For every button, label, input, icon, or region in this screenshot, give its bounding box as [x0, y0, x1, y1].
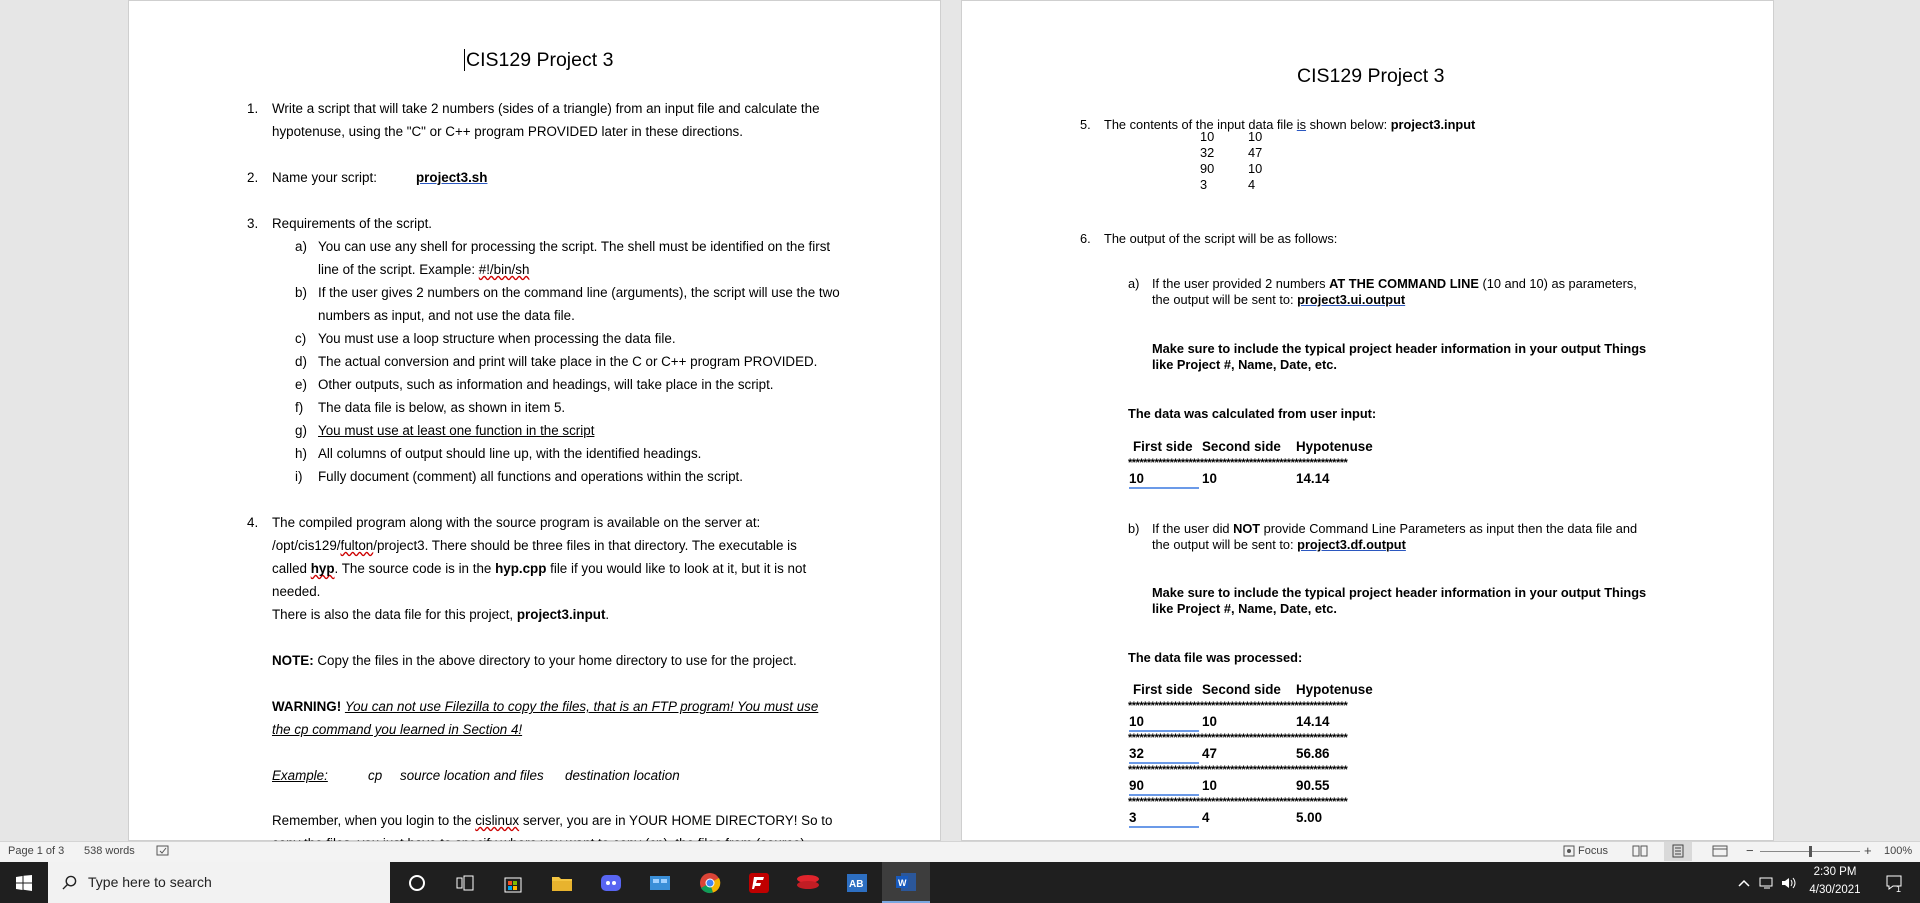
windows-taskbar: [0, 862, 1920, 903]
sub-key: a): [1128, 276, 1140, 291]
list-number: 4.: [247, 515, 259, 530]
list-item-text: /opt/cis129/fulton/project3. There should be three files in that directory. The executable is: [272, 538, 797, 553]
table-cell: 90: [1129, 778, 1199, 796]
warning-paragraph: WARNING! You can not use Filezilla to copy the files, that is an FTP program! You must use: [272, 699, 819, 714]
example-dst: destination location: [565, 768, 680, 783]
list-item-text: hypotenuse, using the "C" or C++ program PROVIDED later in these directions.: [272, 124, 743, 139]
list-item-text: The compiled program along with the source program is available on the server at:: [272, 515, 761, 530]
column-header: Hypotenuse: [1296, 439, 1373, 454]
table-cell: 10: [1129, 471, 1199, 489]
table-cell: 90.55: [1296, 778, 1330, 793]
sub-key: b): [295, 285, 307, 300]
list-item-text: Name your script:: [272, 170, 377, 185]
input-cell: 90: [1200, 161, 1215, 176]
list-number: 2.: [247, 170, 259, 185]
table-cell: 47: [1202, 746, 1217, 761]
section-label: The data was calculated from user input:: [1128, 406, 1377, 421]
clock-time[interactable]: 2:30 PM: [1813, 866, 1857, 878]
example-cmd: cp: [368, 768, 383, 783]
input-cell: 10: [1248, 161, 1263, 176]
read-mode-icon[interactable]: [1632, 844, 1648, 861]
list-item-text: There is also the data file for this project, project3.input.: [272, 607, 610, 622]
list-number: 3.: [247, 216, 259, 231]
warning-paragraph: the cp command you learned in Section 4!: [272, 722, 523, 737]
script-filename: project3.sh: [416, 170, 488, 185]
list-item-text: needed.: [272, 584, 321, 599]
sub-item-text: the output will be sent to: project3.df.output: [1152, 537, 1406, 552]
zoom-level[interactable]: 100%: [1884, 845, 1913, 857]
list-number: 1.: [247, 101, 259, 116]
chrome-icon[interactable]: [686, 862, 734, 903]
sub-key: e): [295, 377, 307, 392]
notification-count: 1: [1896, 884, 1902, 894]
input-cell: 3: [1200, 177, 1208, 192]
volume-icon[interactable]: [1778, 862, 1800, 903]
web-layout-icon[interactable]: [1712, 844, 1728, 861]
column-header: Second side: [1202, 682, 1281, 697]
word-icon[interactable]: [882, 862, 930, 903]
sub-key: c): [295, 331, 307, 346]
example-label: Example:: [272, 768, 328, 783]
task-view-icon[interactable]: [441, 862, 489, 903]
list-item-text: The contents of the input data file is shown below: project3.input: [1104, 117, 1476, 132]
status-bar: [0, 841, 1920, 862]
sub-item-text: If the user gives 2 numbers on the command line (arguments), the script will use the two: [318, 285, 840, 300]
column-header: Hypotenuse: [1296, 682, 1373, 697]
table-cell: 14.14: [1296, 471, 1330, 486]
sub-key: i): [295, 469, 303, 484]
sub-item-text: numbers as input, and not use the data file.: [318, 308, 575, 323]
search-icon: [62, 875, 77, 890]
discord-icon[interactable]: [587, 862, 635, 903]
page-title: CIS129 Project 3: [1297, 65, 1445, 87]
zoom-slider-thumb[interactable]: [1809, 846, 1812, 857]
table-cell: 3: [1129, 810, 1199, 828]
clock-date[interactable]: 4/30/2021: [1809, 884, 1861, 896]
input-cell: 32: [1200, 145, 1215, 160]
section-label: The data file was processed:: [1128, 650, 1303, 665]
input-data-table: [1200, 129, 1262, 193]
svg-text:AB: AB: [849, 878, 864, 890]
sub-key: a): [295, 239, 307, 254]
sub-item-text: The actual conversion and print will take place in the C or C++ program PROVIDED.: [318, 354, 818, 369]
sub-item-text: If the user did NOT provide Command Line Parameters as input then the data file and: [1152, 521, 1638, 536]
table-cell: 10: [1202, 471, 1217, 486]
document-page-1[interactable]: [128, 0, 941, 841]
reminder-text: Make sure to include the typical project header information in your output Things: [1152, 585, 1647, 600]
list-number: 6.: [1080, 231, 1091, 246]
reminder-text: like Project #, Name, Date, etc.: [1152, 601, 1337, 616]
proofing-icon[interactable]: [156, 844, 170, 861]
search-placeholder: Type here to search: [88, 874, 212, 890]
input-cell: 47: [1248, 145, 1263, 160]
sub-item-text: All columns of output should line up, with the identified headings.: [318, 446, 702, 461]
document-page-2[interactable]: [961, 0, 1774, 841]
sub-item-text: line of the script. Example: #!/bin/sh: [318, 262, 530, 277]
sub-key: g): [295, 423, 307, 438]
reminder-text: Make sure to include the typical project header information in your output Things: [1152, 341, 1647, 356]
focus-button[interactable]: Focus: [1578, 845, 1608, 857]
start-icon[interactable]: [0, 862, 48, 903]
table-cell: 10: [1202, 714, 1217, 729]
app-icon[interactable]: [636, 862, 684, 903]
list-item-text: Write a script that will take 2 numbers (sides of a triangle) from an input file and calculate the: [272, 101, 820, 116]
table-cell: 10: [1202, 778, 1217, 793]
separator: **********************************************************: [1128, 764, 1348, 776]
store-icon[interactable]: [489, 862, 537, 903]
table-cell: 56.86: [1296, 746, 1330, 761]
example-src: source location and files: [400, 768, 544, 783]
dictionary-icon[interactable]: [833, 862, 881, 903]
input-cell: 10: [1200, 129, 1215, 144]
table-cell: 5.00: [1296, 810, 1323, 825]
chevron-up-icon[interactable]: [1734, 862, 1754, 903]
search-box[interactable]: [48, 862, 390, 903]
print-layout-button[interactable]: [1664, 842, 1692, 861]
table-cell: 14.14: [1296, 714, 1330, 729]
list-item-text: Requirements of the script.: [272, 216, 433, 231]
input-cell: 4: [1248, 177, 1256, 192]
svg-text:W: W: [898, 877, 907, 888]
sub-key: d): [295, 354, 307, 369]
remember-paragraph: Remember, when you login to the cislinux server, you are in YOUR HOME DIRECTORY! So to: [272, 813, 833, 828]
reminder-text: like Project #, Name, Date, etc.: [1152, 357, 1337, 372]
list-item-text: The output of the script will be as follows:: [1104, 231, 1338, 246]
table-cell: 10: [1129, 714, 1199, 732]
sub-item-text: Fully document (comment) all functions and operations within the script.: [318, 469, 743, 484]
note-paragraph: NOTE: Copy the files in the above directory to your home directory to use for the project.: [272, 653, 797, 668]
notification-icon[interactable]: [1874, 862, 1914, 903]
sub-item-text: The data file is below, as shown in item 5.: [318, 400, 566, 415]
file-explorer-icon[interactable]: [538, 862, 586, 903]
separator: **********************************************************: [1128, 796, 1348, 808]
filezilla-icon[interactable]: [735, 862, 783, 903]
cortana-icon[interactable]: [393, 862, 441, 903]
separator: **********************************************************: [1128, 700, 1348, 712]
network-icon[interactable]: [1756, 862, 1778, 903]
word-count[interactable]: 538 words: [84, 845, 135, 857]
sub-item-text: Other outputs, such as information and headings, will take place in the script.: [318, 377, 774, 392]
list-number: 5.: [1080, 117, 1091, 132]
sub-key: f): [295, 400, 304, 415]
app-red-icon[interactable]: [784, 862, 832, 903]
list-item-text: called hyp. The source code is in the hyp.cpp file if you would like to look at it, but it is not: [272, 561, 807, 576]
separator: **********************************************************: [1128, 732, 1348, 744]
column-header: First side: [1133, 682, 1193, 697]
sub-item-text: You must use at least one function in the script: [318, 423, 595, 438]
sub-item-text: the output will be sent to: project3.ui.output: [1152, 292, 1406, 307]
sub-item-text: If the user provided 2 numbers AT THE COMMAND LINE (10 and 10) as parameters,: [1152, 276, 1637, 291]
column-header: First side: [1133, 439, 1193, 454]
table-cell: 4: [1202, 810, 1210, 825]
separator: **********************************************************: [1128, 457, 1348, 469]
input-cell: 10: [1248, 129, 1263, 144]
page-title: CIS129 Project 3: [466, 49, 614, 71]
sub-item-text: You can use any shell for processing the script. The shell must be identified on the first: [318, 239, 831, 254]
sub-key: h): [295, 446, 307, 461]
table-cell: 32: [1129, 746, 1199, 764]
zoom-in-icon[interactable]: +: [1864, 843, 1872, 858]
column-header: Second side: [1202, 439, 1281, 454]
zoom-out-icon[interactable]: −: [1746, 843, 1754, 858]
page-count[interactable]: Page 1 of 3: [8, 845, 65, 857]
focus-icon[interactable]: [1562, 844, 1576, 861]
sub-item-text: You must use a loop structure when processing the data file.: [318, 331, 676, 346]
sub-key: b): [1128, 521, 1140, 536]
